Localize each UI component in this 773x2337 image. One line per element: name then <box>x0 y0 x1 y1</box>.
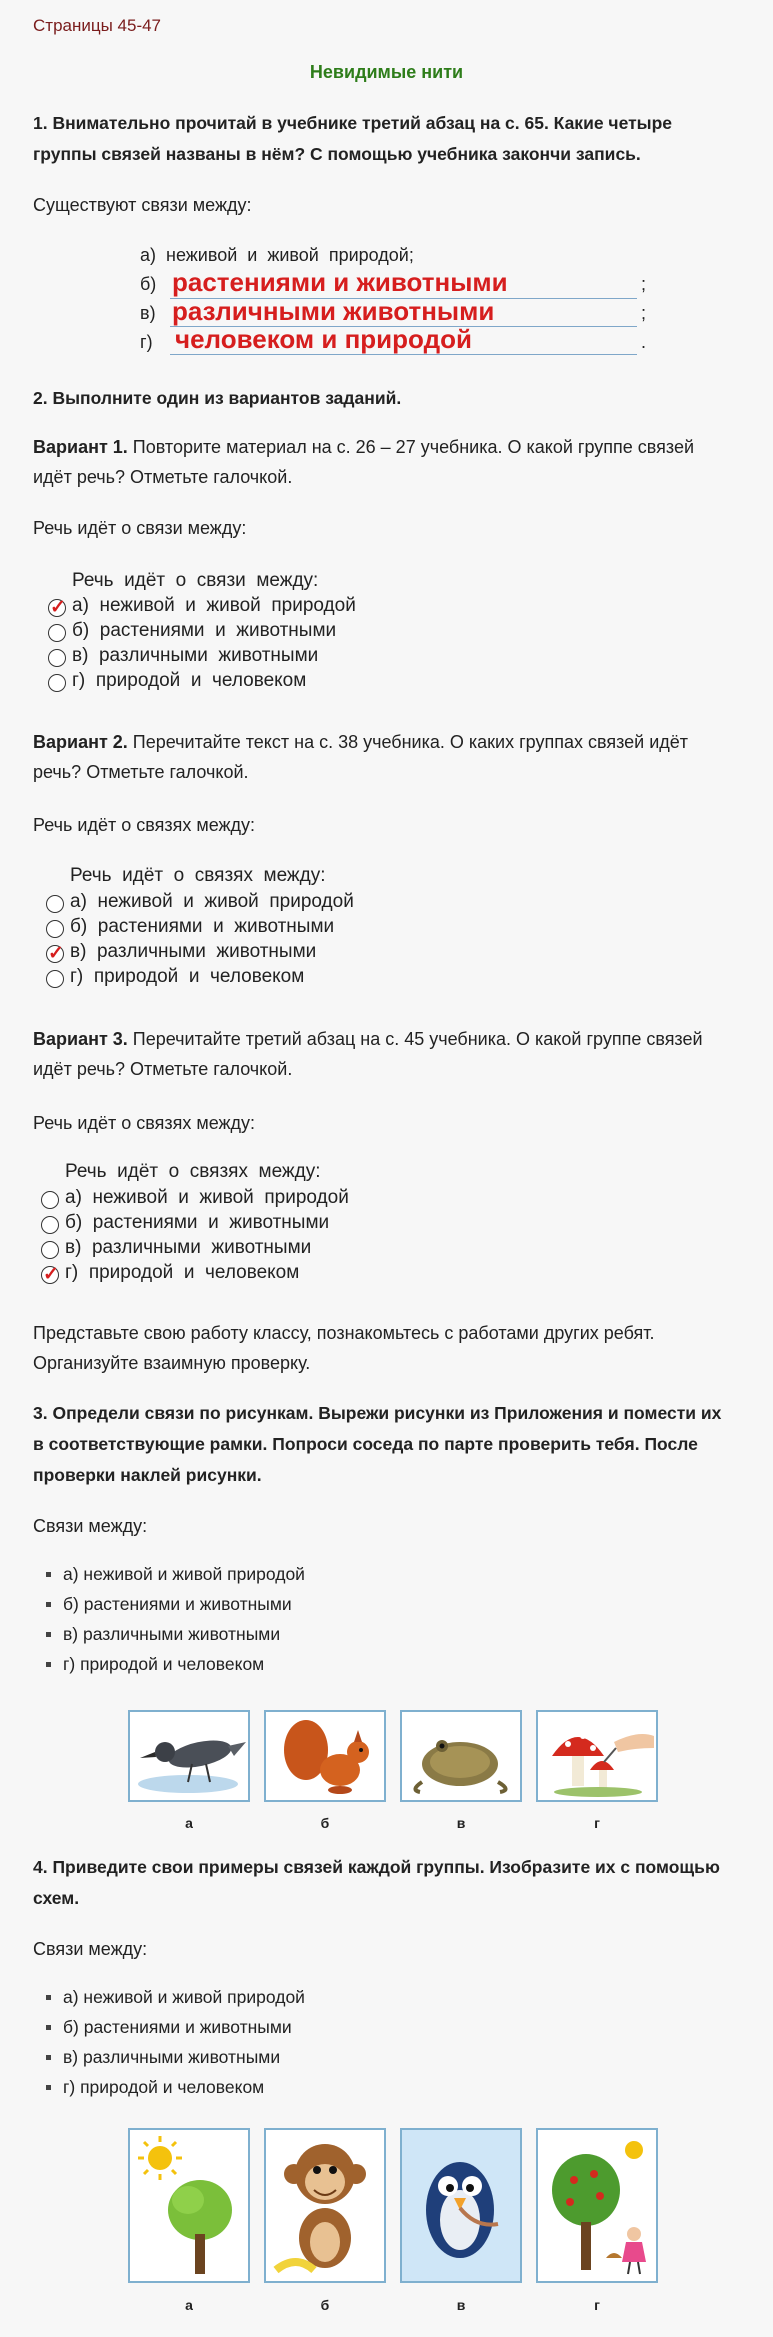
sun-and-tree-illustration <box>130 2130 248 2281</box>
variant2-option-label: г) природой и человеком <box>70 966 305 987</box>
variant2-option-label: б) растениями и животными <box>70 916 335 937</box>
variant1-option-label: в) различными животными <box>72 645 319 666</box>
page-title: Невидимые нити <box>309 62 464 82</box>
task4-caption-b: б <box>320 2297 330 2313</box>
checkmark-icon: ✓ <box>43 1264 59 1285</box>
task3-caption-g: г <box>594 1815 600 1831</box>
variant2-radio-3[interactable] <box>46 970 64 988</box>
task4-text: 4. Приведите свои примеры связей каждой группы. Изобразите их с помощью схем. <box>33 1857 720 1908</box>
variant3-radio-3[interactable] <box>41 1266 59 1284</box>
squirrel-illustration <box>266 1712 384 1800</box>
crow-picture-frame <box>128 1710 250 1802</box>
task1-intro: Существуют связи между: <box>33 195 252 215</box>
apple-tree-girl-picture-frame <box>536 2128 658 2283</box>
variant1-option-label: б) растениями и животными <box>72 620 337 641</box>
mushroom-and-hand-illustration <box>538 1712 656 1800</box>
variant3-intro: Речь идёт о связях между: <box>33 1113 256 1133</box>
variant1-body: Повторите материал на с. 26 – 27 учебника. О какой группе связей идёт речь? Отметьте галочкой. <box>33 437 695 487</box>
task1-line-g-end: . <box>641 332 647 352</box>
task1-answer-b: растениями и животными <box>172 267 508 297</box>
mushroom-picture-frame <box>536 1710 658 1802</box>
variant1-label: Вариант 1. <box>33 437 128 457</box>
task1-text: 1. Внимательно прочитай в учебнике третий абзац на с. 65. Какие четыре группы связей названы в нём? С помощью учебника закончи запись. <box>33 113 673 164</box>
variant1-head: Речь идёт о связи между: <box>72 570 319 591</box>
variant2-intro: Речь идёт о связях между: <box>33 815 256 835</box>
variant3-radio-1[interactable] <box>41 1216 59 1234</box>
task3-list <box>40 1559 640 1679</box>
bird-with-worm-illustration <box>402 2130 520 2281</box>
variant2-label: Вариант 2. <box>33 732 128 752</box>
frog-picture-frame <box>400 1710 522 1802</box>
task1-underline-g <box>170 354 637 355</box>
variant1-intro: Речь идёт о связи между: <box>33 518 247 538</box>
apple-tree-and-girl-illustration <box>538 2130 656 2281</box>
checkmark-icon: ✓ <box>48 943 64 964</box>
variant3-head: Речь идёт о связях между: <box>65 1161 321 1182</box>
task1-line-b-end: ; <box>641 274 647 294</box>
list-item: г) природой и человеком <box>40 2072 640 2102</box>
task4-caption-a: а <box>185 2297 193 2313</box>
task1-line-g-prefix: г) <box>140 332 153 352</box>
variant2-radio-0[interactable] <box>46 895 64 913</box>
crow-drinking-illustration <box>130 1712 248 1800</box>
list-item: а) неживой и живой природой <box>40 1559 640 1589</box>
task1-answer-g: человеком и природой <box>175 324 472 354</box>
task1-line-v-end: ; <box>641 303 647 323</box>
variant3-text <box>33 1024 733 1084</box>
variant1-radio-1[interactable] <box>48 624 66 642</box>
variant1-radio-0[interactable] <box>48 599 66 617</box>
task3-caption-v: в <box>456 1815 466 1831</box>
list-item: в) различными животными <box>40 1619 640 1649</box>
variant2-option-label: а) неживой и живой природой <box>70 891 354 912</box>
variant3-radio-2[interactable] <box>41 1241 59 1259</box>
variant3-radio-0[interactable] <box>41 1191 59 1209</box>
list-item: г) природой и человеком <box>40 1649 640 1679</box>
task3-caption-a: а <box>185 1815 193 1831</box>
task1-line-b-prefix: б) <box>140 274 157 294</box>
task3-text: 3. Определи связи по рисункам. Вырежи рисунки из Приложения и помести их в соответствующие рамки. Попроси соседа по парте проверить тебя. После проверки наклей рисунки. <box>33 1403 722 1485</box>
list-item: а) неживой и живой природой <box>40 1982 640 2012</box>
variant2-option-label: в) различными животными <box>70 941 317 962</box>
variant2-text <box>33 727 733 787</box>
bird-worm-picture-frame <box>400 2128 522 2283</box>
squirrel-picture-frame <box>264 1710 386 1802</box>
checkmark-icon: ✓ <box>50 597 66 618</box>
task1-line-a: а) неживой и живой природой; <box>140 245 414 265</box>
variant1-option-label: г) природой и человеком <box>72 670 307 691</box>
task1-line-v-prefix: в) <box>140 303 156 323</box>
variant2-radio-1[interactable] <box>46 920 64 938</box>
variant3-label: Вариант 3. <box>33 1029 128 1049</box>
task3-intro: Связи между: <box>33 1516 148 1536</box>
task4-intro: Связи между: <box>33 1939 148 1959</box>
task2-text: 2. Выполните один из вариантов заданий. <box>33 388 402 408</box>
frog-illustration <box>402 1712 520 1800</box>
task2-closing: Представьте свою работу классу, познакомьтесь с работами других ребят. Организуйте взаимную проверку. <box>33 1323 655 1373</box>
variant3-body: Перечитайте третий абзац на с. 45 учебника. О какой группе связей идёт речь? Отметьте галочкой. <box>33 1029 703 1079</box>
task4-caption-g: г <box>594 2297 600 2313</box>
monkey-with-banana-illustration <box>266 2130 384 2281</box>
list-item: б) растениями и животными <box>40 1589 640 1619</box>
task3-caption-b: б <box>320 1815 330 1831</box>
task1-answer-v: различными животными <box>172 296 495 326</box>
variant2-head: Речь идёт о связях между: <box>70 865 326 886</box>
variant1-option-label: а) неживой и живой природой <box>72 595 356 616</box>
sun-tree-picture-frame <box>128 2128 250 2283</box>
breadcrumb[interactable]: Страницы 45-47 <box>33 16 162 35</box>
variant3-option-label: а) неживой и живой природой <box>65 1187 349 1208</box>
list-item: в) различными животными <box>40 2042 640 2072</box>
monkey-picture-frame <box>264 2128 386 2283</box>
variant1-radio-2[interactable] <box>48 649 66 667</box>
variant3-option-label: в) различными животными <box>65 1237 312 1258</box>
task4-caption-v: в <box>456 2297 466 2313</box>
variant1-text <box>33 432 733 492</box>
variant3-option-label: б) растениями и животными <box>65 1212 330 1233</box>
list-item: б) растениями и животными <box>40 2012 640 2042</box>
variant3-option-label: г) природой и человеком <box>65 1262 300 1283</box>
variant2-radio-2[interactable] <box>46 945 64 963</box>
variant2-body: Перечитайте текст на с. 38 учебника. О каких группах связей идёт речь? Отметьте галочкой. <box>33 732 689 782</box>
variant1-radio-3[interactable] <box>48 674 66 692</box>
task4-list <box>40 1982 640 2102</box>
